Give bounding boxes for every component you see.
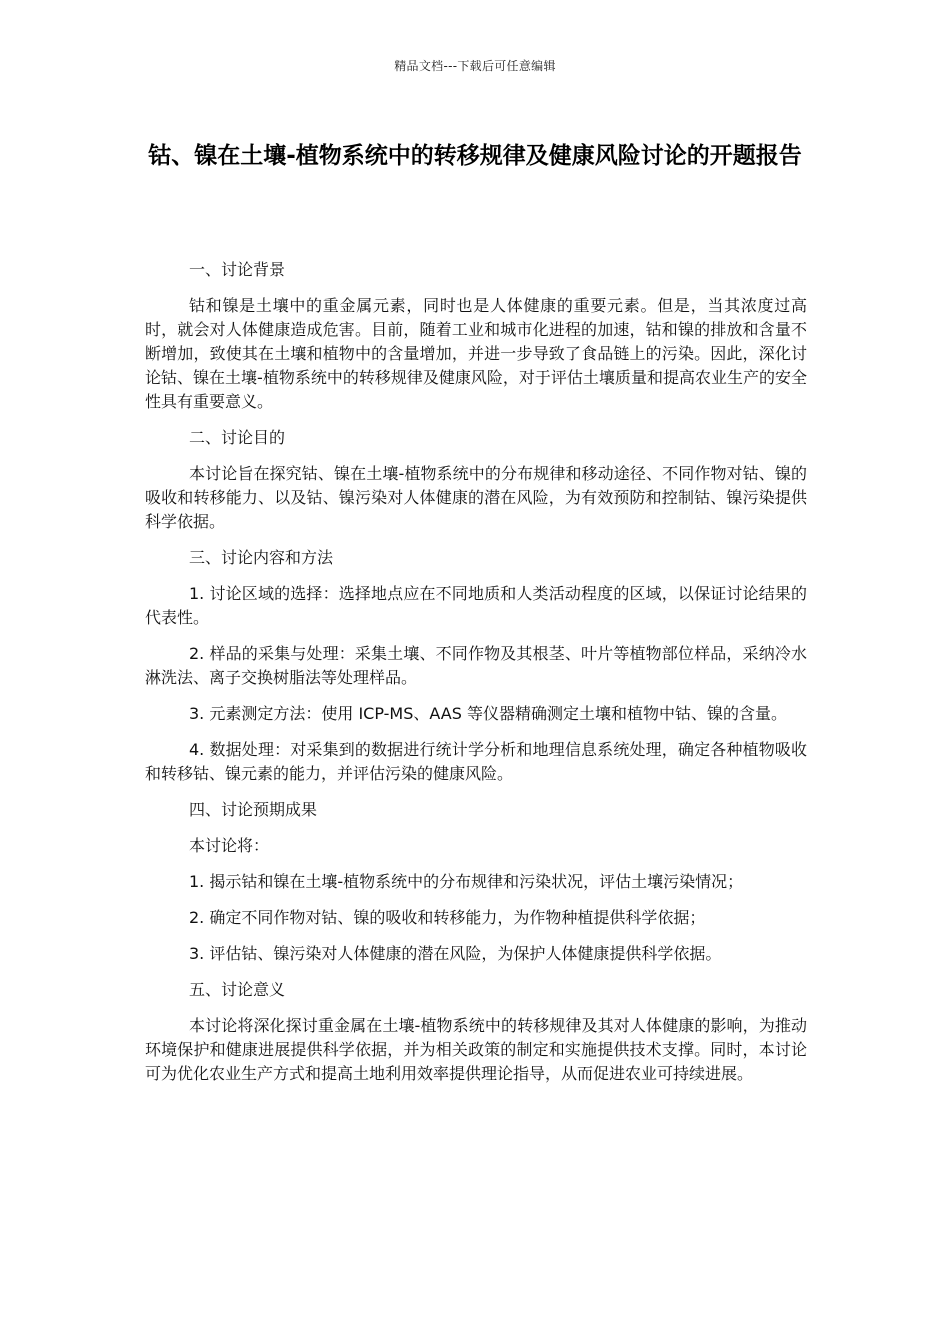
header-note: 精品文档---下载后可任意编辑 <box>394 59 556 73</box>
methods-item: 2. 样品的采集与处理：采集土壤、不同作物及其根茎、叶片等植物部位样品，采纳冷水淋洗法、离子交换树脂法等处理样品。 <box>145 644 807 687</box>
methods-item: 3. 元素测定方法：使用 ICP-MS、AAS 等仪器精确测定土壤和植物中钴、镍的含量。 <box>189 704 787 723</box>
background-paragraph: 钴和镍是土壤中的重金属元素，同时也是人体健康的重要元素。但是，当其浓度过高时，就会对人体健康造成危害。目前，随着工业和城市化进程的加速，钴和镍的排放和含量不断增加，致使其在土壤和植物中的含量增加，并进一步导致了食品链上的污染。因此，深化讨论钴、镍在土壤-植物系统中的转移规律及健康风险，对于评估土壤质量和提高农业生产的安全性具有重要意义。 <box>145 296 807 411</box>
purpose-paragraph: 本讨论旨在探究钴、镍在土壤-植物系统中的分布规律和移动途径、不同作物对钴、镍的吸收和转移能力、以及钴、镍污染对人体健康的潜在风险，为有效预防和控制钴、镍污染提供科学依据。 <box>145 464 807 531</box>
section-heading-background: 一、讨论背景 <box>189 260 286 279</box>
section-heading-outcomes: 四、讨论预期成果 <box>189 800 318 819</box>
section-heading-methods: 三、讨论内容和方法 <box>189 548 334 567</box>
outcomes-item: 3. 评估钴、镍污染对人体健康的潜在风险，为保护人体健康提供科学依据。 <box>189 944 722 963</box>
outcomes-intro: 本讨论将： <box>189 836 270 855</box>
section-heading-significance: 五、讨论意义 <box>189 980 286 999</box>
outcomes-item: 2. 确定不同作物对钴、镍的吸收和转移能力，为作物种植提供科学依据； <box>189 908 706 927</box>
document-title: 钴、镍在土壤-植物系统中的转移规律及健康风险讨论的开题报告 <box>148 143 802 169</box>
significance-paragraph: 本讨论将深化探讨重金属在土壤-植物系统中的转移规律及其对人体健康的影响，为推动环境保护和健康进展提供科学依据，并为相关政策的制定和实施提供技术支撑。同时，本讨论可为优化农业生产方式和提高土地利用效率提供理论指导，从而促进农业可持续进展。 <box>145 1016 807 1083</box>
section-heading-purpose: 二、讨论目的 <box>189 428 286 447</box>
document-body <box>145 258 807 1098</box>
methods-item: 4. 数据处理：对采集到的数据进行统计学分析和地理信息系统处理，确定各种植物吸收和转移钴、镍元素的能力，并评估污染的健康风险。 <box>145 740 807 783</box>
methods-item: 1. 讨论区域的选择：选择地点应在不同地质和人类活动程度的区域，以保证讨论结果的代表性。 <box>145 584 807 627</box>
outcomes-item: 1. 揭示钴和镍在土壤-植物系统中的分布规律和污染状况，评估土壤污染情况； <box>189 872 744 891</box>
